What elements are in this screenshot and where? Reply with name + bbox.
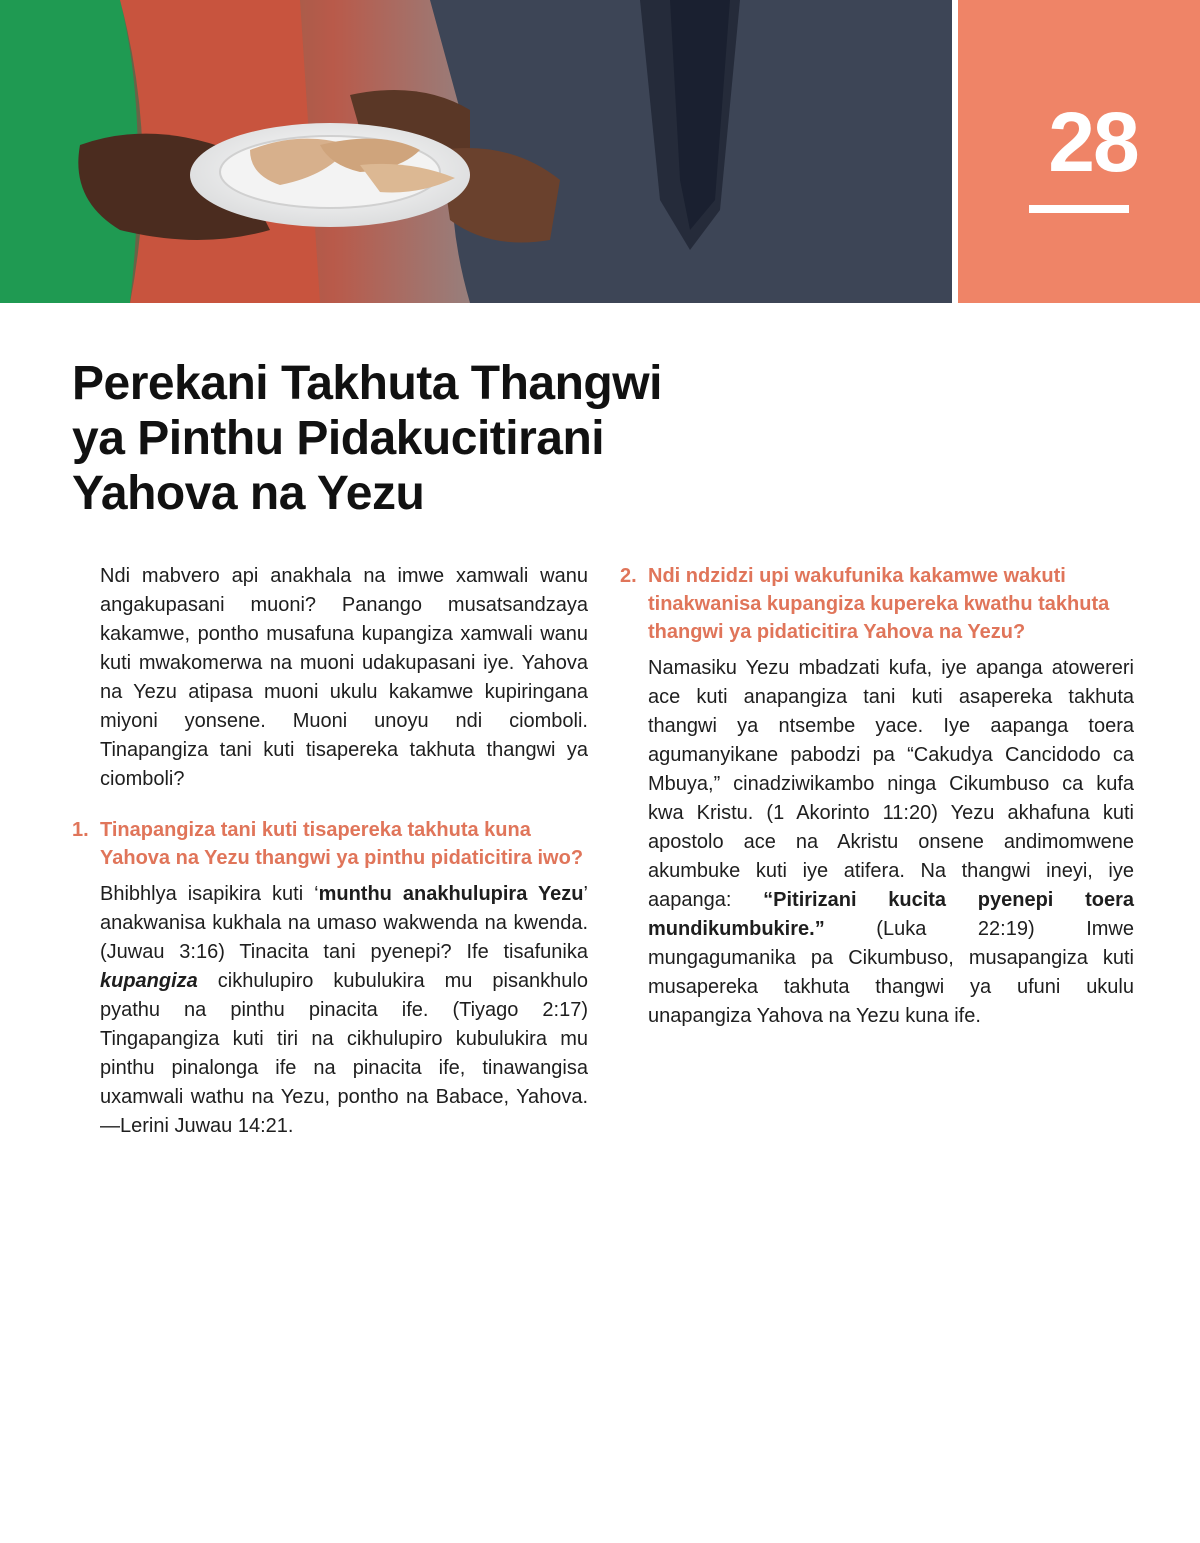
title-line: ya Pinthu Pidakucitirani — [72, 412, 605, 465]
question-2 — [620, 562, 1134, 646]
answer-emphasis: kupangiza — [100, 970, 198, 992]
question-text: Tinapangiza tani kuti tisapereka takhuta kuna Yahova na Yezu thangwi ya pinthu pidaticitira iwo? — [100, 819, 584, 869]
header-photo — [0, 0, 952, 303]
question-text: Ndi ndzidzi upi wakufunika kakamwe wakuti tinakwanisa kupangiza kupereka kwathu takhuta thangwi ya pidaticitira Yahova na Yezu? — [648, 565, 1110, 643]
page-title — [72, 356, 772, 521]
answer-2 — [620, 654, 1134, 1031]
title-line: Perekani Takhuta Thangwi — [72, 357, 662, 410]
title-line: Yahova na Yezu — [72, 467, 425, 520]
badge-underline — [1029, 205, 1129, 213]
question-number: 1. — [72, 819, 89, 841]
answer-1 — [72, 880, 588, 1141]
right-column — [620, 562, 1134, 1031]
intro-paragraph: Ndi mabvero api anakhala na imwe xamwali wanu angakupasani muoni? Panango musatsandzaya kakamwe, pontho musafuna kupangiza xamwali wanu kuti mwakomerwa na muoni udakupasani iye. Yahova na Yezu atipasa muoni ukulu kakamwe kupiringana miyoni yonsene. Muoni unoyu ndi ciomboli. Tinapangiza tani kuti tisapereka takhuta thangwi ya ciomboli? — [100, 565, 588, 790]
answer-text: Namasiku Yezu mbadzati kufa, iye apanga atowereri ace kuti anapangiza tani kuti asapereka takhuta thangwi ya ntsembe yace. Iye aapanga toera agumanyikane pabodzi pa “Cakudya Cancidodo ca Mbuya,” cinadziwikambo ninga Cikumbuso ca kufa kwa Kristu. (1 Akorinto 11:20) Yezu akhafuna kuti apostolo ace na Akristu onsene andimomwene akumbuke kuti iye atifera. Na thangwi ineyi, iye aapanga: — [648, 657, 1134, 911]
lesson-number-badge — [958, 0, 1200, 303]
lesson-number: 28 — [1048, 95, 1138, 189]
answer-text: cikhulupiro kubulukira mu pisankhulo pyathu na pinthu pinacita ife. (Tiyago 2:17) Tingapangiza kuti tiri na cikhulupiro kubulukira mu pinthu pinalonga ife na pinacita ife, tinawangisa uxamwali wathu na Yezu, pontho na Babace, Yahova.—Lerini Juwau 14:21. — [100, 970, 588, 1137]
answer-bold-phrase: munthu anakhulupira Yezu — [318, 883, 584, 905]
answer-bold-quote: “Pitirizani kucita pyenepi toera mundikumbukire.” — [648, 889, 1134, 940]
question-number: 2. — [620, 565, 637, 587]
left-column — [72, 562, 588, 1141]
communion-photo-illustration — [0, 0, 952, 303]
question-1 — [72, 816, 588, 872]
answer-text: ’ anakwanisa kukhala na umaso wakwenda na kwenda. (Juwau 3:16) Tinacita tani pyenepi? Ife tisafunika — [100, 883, 588, 963]
answer-text: (Luka 22:19) Imwe mungagumanika pa Cikumbuso, musapangiza kuti musapereka takhuta thangwi ya ufuni ukulu unapangiza Yahova na Yezu kuna ife. — [648, 918, 1134, 1027]
answer-text: Bhibhlya isapikira kuti ‘ — [100, 883, 319, 905]
